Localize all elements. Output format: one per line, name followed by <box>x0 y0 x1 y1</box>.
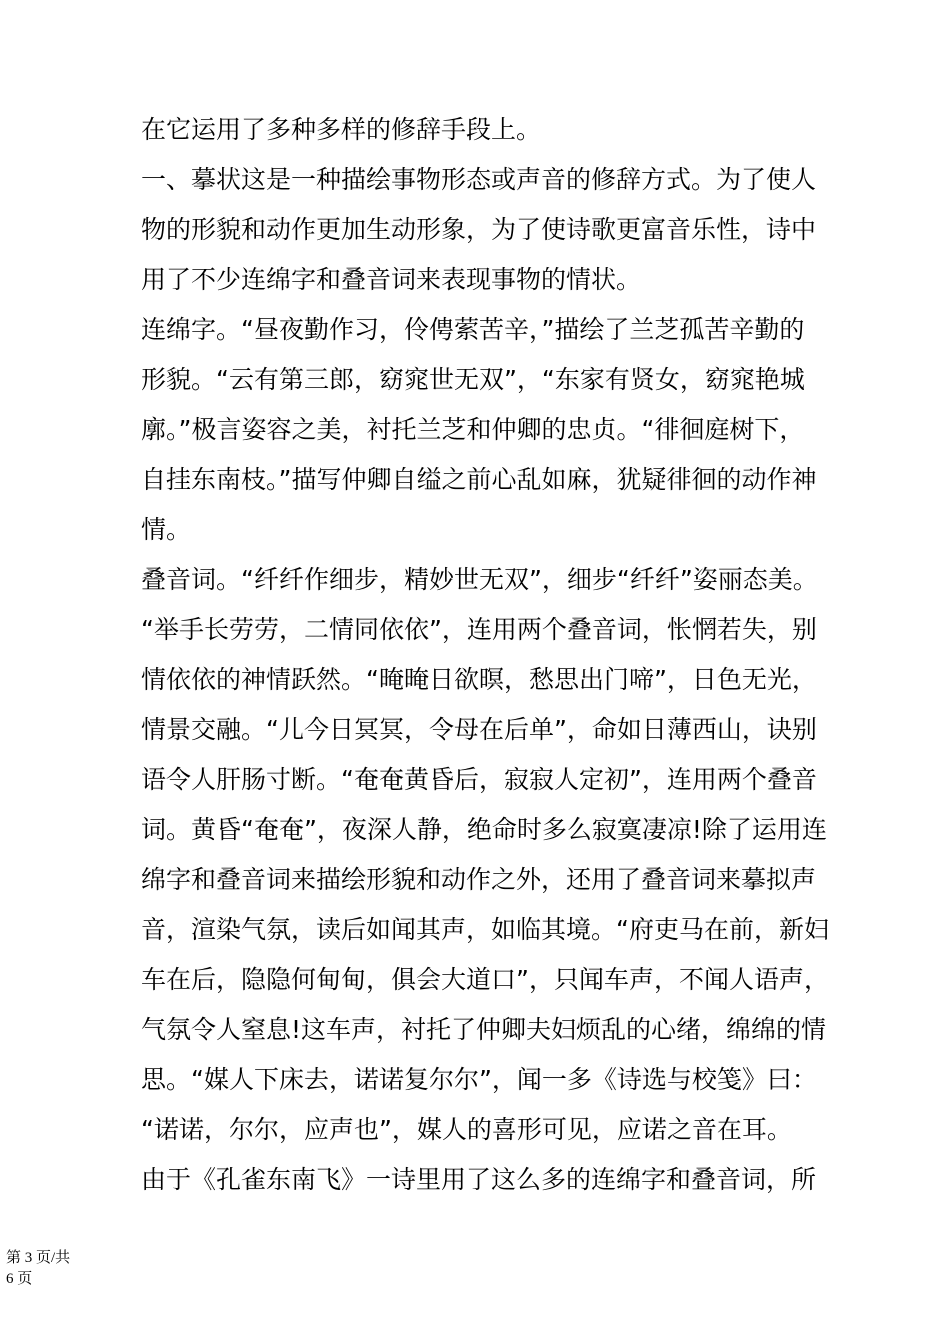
page-number-line-2: 6 页 <box>6 1271 33 1287</box>
page-number-line-1: 第 3 页/共 <box>6 1250 71 1266</box>
text-line: 音，渲染气氛，读后如闻其声，如临其境。“府吏马在前，新妇 <box>141 915 829 944</box>
text-line: 车在后，隐隐何甸甸，俱会大道口”，只闻车声，不闻人语声， <box>141 965 829 994</box>
page-number <box>6 1248 70 1290</box>
text-line: 一、摹状这是一种描绘事物形态或声音的修辞方式。为了使人 <box>141 165 817 194</box>
text-line: 气氛令人窒息!这车声，衬托了仲卿夫妇烦乱的心绪，绵绵的情 <box>141 1015 827 1044</box>
text-line: 廓。”极言姿容之美，衬托兰芝和仲卿的忠贞。“徘徊庭树下， <box>141 415 805 444</box>
text-line: 物的形貌和动作更加生动形象，为了使诗歌更富音乐性，诗中 <box>141 215 817 244</box>
text-line: 形貌。“云有第三郎，窈窕世无双”，“东家有贤女，窈窕艳城 <box>141 365 805 394</box>
text-line: 词。黄昏“奄奄”，夜深人静，绝命时多么寂寞凄凉!除了运用连 <box>141 815 827 844</box>
text-line: 自挂东南枝。”描写仲卿自缢之前心乱如麻，犹疑徘徊的动作神 <box>141 465 817 494</box>
text-line: 情依依的神情跃然。“晻晻日欲暝，愁思出门啼”，日色无光， <box>141 665 817 694</box>
text-line: 情。 <box>141 515 192 544</box>
text-line: 思。“媒人下床去，诺诺复尔尔”，闻一多《诗选与校笺》曰： <box>141 1065 817 1094</box>
text-line: 情景交融。“儿今日冥冥，令母在后单”，命如日薄西山，诀别 <box>141 715 817 744</box>
text-line: 叠音词。“纤纤作细步，精妙世无双”，细步“纤纤”姿丽态美。 <box>141 565 818 594</box>
text-line: 在它运用了多种多样的修辞手段上。 <box>141 115 542 144</box>
text-line: “举手长劳劳，二情同依依”，连用两个叠音词，怅惘若失，别 <box>141 615 817 644</box>
text-line: 连绵字。“昼夜勤作习，伶俜萦苦辛，”描绘了兰芝孤苦辛勤的 <box>141 315 805 344</box>
text-line: 用了不少连绵字和叠音词来表现事物的情状。 <box>141 265 642 294</box>
text-line: 由于《孔雀东南飞》一诗里用了这么多的连绵字和叠音词，所 <box>141 1165 817 1194</box>
text-line: 绵字和叠音词来描绘形貌和动作之外，还用了叠音词来摹拟声 <box>141 865 817 894</box>
body-text <box>141 105 831 1205</box>
text-line: 语令人肝肠寸断。“奄奄黄昏后，寂寂人定初”，连用两个叠音 <box>141 765 817 794</box>
text-line: “诺诺，尔尔，应声也”，媒人的喜形可见，应诺之音在耳。 <box>141 1115 792 1144</box>
